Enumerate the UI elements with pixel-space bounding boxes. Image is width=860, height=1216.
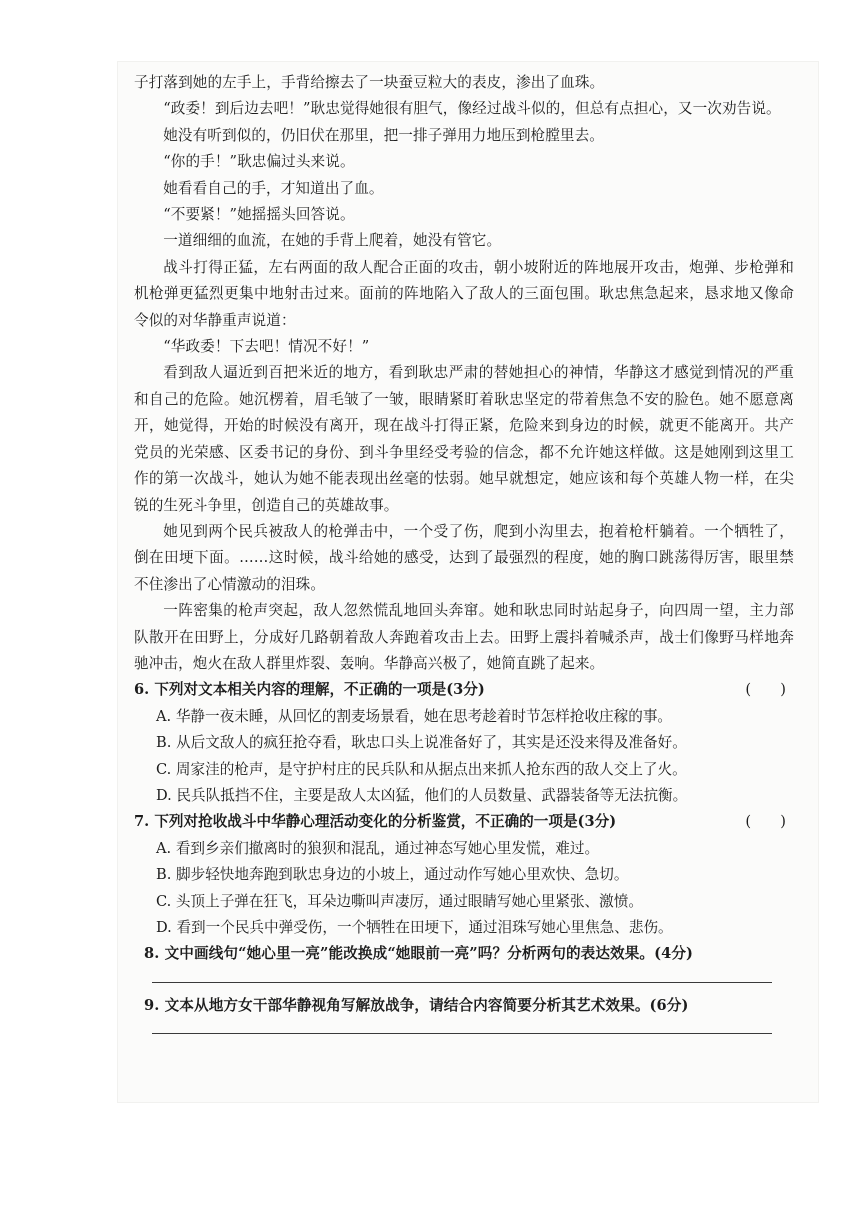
question-7-title: 7. 下列对抢收战斗中华静心理活动变化的分析鉴赏，不正确的一项是(3分) bbox=[134, 813, 617, 831]
passage-paragraph: 她见到两个民兵被敌人的枪弹击中，一个受了伤，爬到小沟里去，抱着枪杆躺着。一个牺牲了，倒在田埂下面。……这时候，战斗给她的感受，达到了最强烈的程度，她的胸口跳荡得厉害，眼里禁不住渗出了心情激动的泪珠。 bbox=[134, 522, 794, 593]
option-c: C. 头顶上子弹在狂飞，耳朵边嘶叫声凄厉，通过眼睛写她心里紧张、激愤。 bbox=[156, 892, 643, 910]
passage-paragraph: “你的手！”耿忠偏过头来说。 bbox=[163, 153, 355, 171]
question-8-title: 8. 文中画线句“她心里一亮”能改换成“她眼前一亮”吗？分析两句的表达效果。(4分) bbox=[144, 945, 694, 963]
option-b: B. 脚步轻快地奔跑到耿忠身边的小坡上，通过动作写她心里欢快、急切。 bbox=[156, 866, 629, 884]
question-7-stem bbox=[134, 809, 794, 835]
passage-paragraph: 她没有听到似的，仍旧伏在那里，把一排子弹用力地压到枪膛里去。 bbox=[163, 126, 605, 144]
question-6 bbox=[134, 677, 794, 809]
passage-paragraph: “华政委！下去吧！情况不好！” bbox=[163, 338, 370, 356]
answer-line[interactable] bbox=[152, 982, 772, 983]
option-a: A. 华静一夜未睡，从回忆的割麦场景看，她在思考趁着时节怎样抢收庄稼的事。 bbox=[156, 707, 673, 725]
passage-paragraph: 看到敌人逼近到百把米近的地方，看到耿忠严肃的替她担心的神情，华静这才感觉到情况的严重和自己的危险。她沉楞着，眉毛皱了一皱，眼睛紧盯着耿忠坚定的带着焦急不安的脸色。她不愿意离开，她觉得，开始的时候没有离开，现在战斗打得正紧，危险来到身边的时候，就更不能离开。共产党员的光荣感、区委书记的身份、到斗争里经受考验的信念，都不允许她这样做。这是她刚到这里工作的第一次战斗，她认为她不能表现出丝毫的怯弱。她早就想定，她应该和每个英雄人物一样，在尖锐的生死斗争里，创造自己的英雄故事。 bbox=[134, 364, 794, 514]
question-9-title: 9. 文本从地方女干部华静视角写解放战争，请结合内容简要分析其艺术效果。(6分) bbox=[144, 996, 689, 1014]
question-8 bbox=[134, 941, 794, 982]
option-d: D. 民兵队抵挡不住，主要是敌人太凶猛，他们的人员数量、武器装备等无法抗衡。 bbox=[156, 786, 688, 804]
answer-line[interactable] bbox=[152, 1033, 772, 1034]
passage-paragraph: 战斗打得正猛，左右两面的敌人配合正面的攻击，朝小坡附近的阵地展开攻击，炮弹、步枪弹和机枪弹更猛烈更集中地射击过来。面前的阵地陷入了敌人的三面包围。耿忠焦急起来，恳求地又像命令似的对华静重声说道： bbox=[134, 258, 794, 329]
reading-passage bbox=[134, 70, 794, 677]
passage-paragraph: “政委！到后边去吧！”耿忠觉得她很有胆气，像经过战斗似的，但总有点担心，又一次劝告说。 bbox=[163, 100, 781, 118]
answer-bracket: ( ) bbox=[745, 813, 786, 831]
question-6-title: 6. 下列对文本相关内容的理解，不正确的一项是(3分) bbox=[134, 681, 485, 699]
option-c: C. 周家洼的枪声，是守护村庄的民兵队和从据点出来抓人抢东西的敌人交上了火。 bbox=[156, 760, 687, 778]
option-d: D. 看到一个民兵中弹受伤，一个牺牲在田埂下，通过泪珠写她心里焦急、悲伤。 bbox=[156, 919, 673, 936]
passage-paragraph: 一阵密集的枪声突起，敌人忽然慌乱地回头奔窜。她和耿忠同时站起身子，向四周一望，主力部队散开在田野上，分成好几路朝着敌人奔跑着攻击上去。田野上震抖着喊杀声，战士们像野马样地奔驰冲击，炮火在敌人群里炸裂、轰响。华静高兴极了，她简直跳了起来。 bbox=[134, 602, 794, 672]
passage-paragraph: “不要紧！”她摇摇头回答说。 bbox=[163, 206, 355, 224]
answer-bracket: ( ) bbox=[745, 681, 786, 699]
question-7 bbox=[134, 809, 794, 941]
question-9 bbox=[134, 993, 794, 1034]
document-content bbox=[134, 70, 794, 1044]
passage-paragraph: 一道细细的血流，在她的手背上爬着，她没有管它。 bbox=[163, 232, 502, 250]
question-6-stem bbox=[134, 677, 794, 703]
option-a: A. 看到乡亲们撤离时的狼狈和混乱，通过神态写她心里发慌，难过。 bbox=[156, 839, 600, 857]
passage-paragraph: 子打落到她的左手上，手背给擦去了一块蚕豆粒大的表皮，渗出了血珠。 bbox=[134, 74, 605, 91]
passage-paragraph: 她看看自己的手，才知道出了血。 bbox=[163, 179, 384, 197]
option-b: B. 从后文敌人的疯狂抢夺看，耿忠口头上说准备好了，其实是还没来得及准备好。 bbox=[156, 734, 687, 752]
